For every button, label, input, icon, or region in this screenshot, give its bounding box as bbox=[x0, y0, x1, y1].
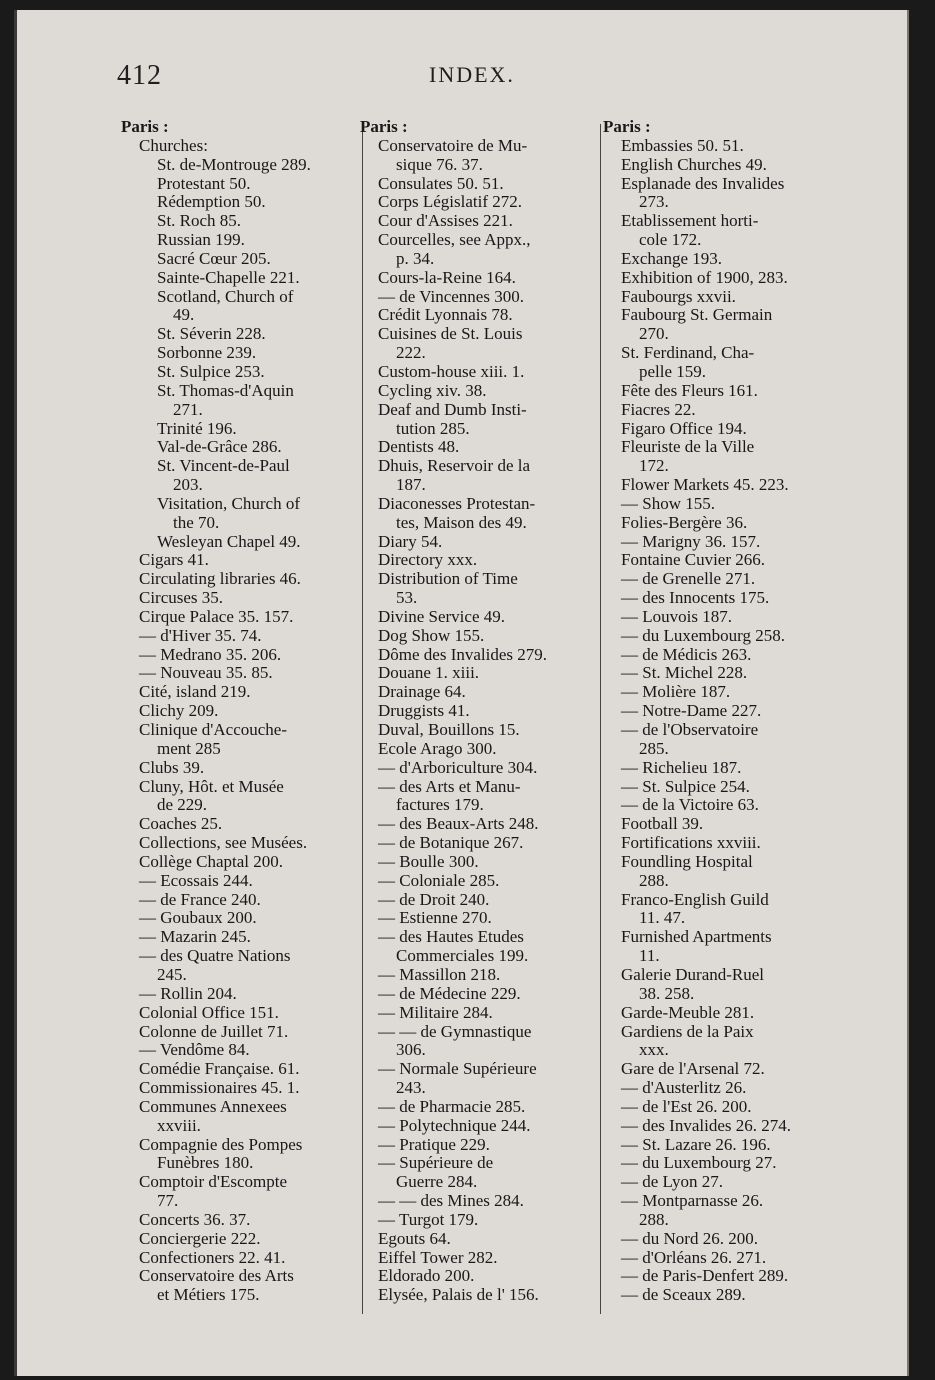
index-entry: — Vendôme 84. bbox=[139, 1041, 250, 1060]
index-entry: — des Beaux-Arts 248. bbox=[378, 815, 539, 834]
index-entry: Crédit Lyonnais 78. bbox=[378, 306, 513, 325]
index-entry: — — des Mines 284. bbox=[378, 1192, 524, 1211]
index-entry: Garde-Meuble 281. bbox=[621, 1003, 755, 1022]
index-entry: Conservatoire des Arts bbox=[139, 1267, 294, 1286]
index-entry: — de Grenelle 271. bbox=[621, 570, 756, 589]
index-entry: Duval, Bouillons 15. bbox=[378, 721, 520, 739]
index-entry: — de Paris-Denfert 289. bbox=[621, 1267, 789, 1286]
index-entry: Fontaine Cuvier 266. bbox=[621, 551, 766, 570]
index-entry: Paris : bbox=[603, 118, 651, 136]
index-entry: — d'Hiver 35. 74. bbox=[139, 626, 262, 645]
index-entry: Exhibition of 1900, 283. bbox=[621, 268, 788, 287]
index-entry: — Marigny 36. 157. bbox=[621, 532, 761, 551]
index-entry: 222. bbox=[396, 344, 426, 363]
index-entry: Wesleyan Chapel 49. bbox=[157, 532, 301, 551]
index-entry: Diaconesses Protestan- bbox=[378, 494, 536, 513]
index-entry: cole 172. bbox=[639, 231, 702, 250]
index-entry: — Medrano 35. 206. bbox=[139, 645, 282, 664]
index-entry: Deaf and Dumb Insti- bbox=[378, 400, 527, 419]
index-entry: — Militaire 284. bbox=[378, 1003, 493, 1022]
running-header bbox=[117, 60, 817, 100]
index-entry: 172. bbox=[639, 457, 669, 476]
index-entry: Fête des Fleurs 161. bbox=[621, 381, 758, 400]
index-entry: Dôme des Invalides 279. bbox=[378, 645, 548, 664]
index-entry: Cour d'Assises 221. bbox=[378, 212, 513, 231]
index-entry: — Coloniale 285. bbox=[378, 871, 500, 890]
index-entry: — Massillon 218. bbox=[378, 965, 501, 984]
index-entry: de 229. bbox=[157, 796, 208, 815]
index-entry: — de Sceaux 289. bbox=[621, 1286, 746, 1305]
index-entry: English Churches 49. bbox=[621, 155, 767, 174]
index-entry: xxviii. bbox=[157, 1116, 201, 1135]
index-entry: St. Sulpice 253. bbox=[157, 362, 265, 381]
index-entry: Guerre 284. bbox=[396, 1173, 478, 1192]
index-entry: 271. bbox=[173, 400, 203, 419]
index-entry: — Molière 187. bbox=[621, 683, 731, 702]
index-entry: — de la Victoire 63. bbox=[621, 796, 759, 815]
index-entry: — de Botanique 267. bbox=[378, 834, 524, 853]
index-entry: — St. Lazare 26. 196. bbox=[621, 1135, 771, 1154]
index-entry: Colonne de Juillet 71. bbox=[139, 1022, 289, 1041]
index-entry: St. Vincent-de-Paul bbox=[157, 457, 290, 476]
index-entry: 11. 47. bbox=[639, 909, 686, 928]
index-entry: Football 39. bbox=[621, 815, 704, 834]
index-entry: Faubourgs xxvii. bbox=[621, 287, 736, 306]
index-entry: St. de-Montrouge 289. bbox=[157, 155, 311, 174]
index-entry: — Supérieure de bbox=[378, 1154, 494, 1173]
index-entry: ment 285 bbox=[157, 739, 221, 758]
index-entry: Clichy 209. bbox=[139, 702, 219, 721]
index-entry: Cirque Palace 35. 157. bbox=[139, 607, 294, 626]
index-entry: — Goubaux 200. bbox=[139, 909, 257, 928]
index-entry: 285. bbox=[639, 739, 669, 758]
index-entry: Diary 54. bbox=[378, 532, 443, 551]
index-entry: Scotland, Church of bbox=[157, 287, 294, 306]
index-entry: Sainte-Chapelle 221. bbox=[157, 268, 300, 287]
index-entry: Franco-English Guild bbox=[621, 890, 769, 909]
index-entry: Faubourg St. Germain bbox=[621, 306, 773, 325]
index-entry: — d'Orléans 26. 271. bbox=[621, 1248, 767, 1267]
index-entry: Folies-Bergère 36. bbox=[621, 513, 748, 532]
index-entry: — des Quatre Nations bbox=[139, 947, 291, 966]
index-entry: p. 34. bbox=[396, 249, 435, 268]
book-page bbox=[14, 10, 909, 1376]
index-entry: Coaches 25. bbox=[139, 815, 223, 834]
index-entry: — de Pharmacie 285. bbox=[378, 1097, 526, 1116]
index-entry: — Richelieu 187. bbox=[621, 758, 742, 777]
index-entry: Val-de-Grâce 286. bbox=[157, 438, 282, 457]
index-entry: Esplanade des Invalides bbox=[621, 174, 785, 193]
index-entry: — Normale Supérieure bbox=[378, 1060, 537, 1079]
index-entry: Egouts 64. bbox=[378, 1229, 451, 1248]
index-entry: Concerts 36. 37. bbox=[139, 1210, 251, 1229]
index-entry: — des Hautes Etudes bbox=[378, 928, 524, 947]
index-entry: Druggists 41. bbox=[378, 702, 470, 721]
index-entry: Divine Service 49. bbox=[378, 607, 505, 626]
index-entry: Fiacres 22. bbox=[621, 400, 696, 419]
column-rule bbox=[600, 124, 601, 1314]
index-entry: Dhuis, Reservoir de la bbox=[378, 457, 531, 476]
index-entry: — du Luxembourg 258. bbox=[621, 626, 786, 645]
index-entry: Russian 199. bbox=[157, 231, 245, 250]
index-entry: — Pratique 229. bbox=[378, 1135, 490, 1154]
index-entry: Conciergerie 222. bbox=[139, 1229, 261, 1248]
index-column-3 bbox=[603, 118, 838, 1305]
index-entry: Comédie Française. 61. bbox=[139, 1060, 300, 1079]
index-entry: — Turgot 179. bbox=[378, 1210, 479, 1229]
index-entry: Protestant 50. bbox=[157, 174, 251, 193]
index-entry: Paris : bbox=[121, 118, 169, 136]
index-entry: factures 179. bbox=[396, 796, 484, 815]
index-entry: Cuisines de St. Louis bbox=[378, 325, 523, 344]
index-entry: — St. Sulpice 254. bbox=[621, 777, 750, 796]
index-entry: Conservatoire de Mu- bbox=[378, 136, 528, 155]
index-entry: pelle 159. bbox=[639, 362, 707, 381]
index-entry: St. Ferdinand, Cha- bbox=[621, 344, 755, 363]
index-entry: — Show 155. bbox=[621, 494, 715, 513]
index-entry: et Métiers 175. bbox=[157, 1286, 260, 1305]
index-entry: tes, Maison des 49. bbox=[396, 513, 527, 532]
index-entry: — des Arts et Manu- bbox=[378, 777, 521, 796]
index-entry: Clinique d'Accouche- bbox=[139, 721, 287, 739]
index-entry: — Notre-Dame 227. bbox=[621, 702, 762, 721]
index-entry: 11. bbox=[639, 947, 660, 966]
index-entry: — Louvois 187. bbox=[621, 607, 732, 626]
page-title: INDEX. bbox=[429, 62, 515, 87]
index-entry: Etablissement horti- bbox=[621, 212, 759, 231]
index-entry: Elysée, Palais de l' 156. bbox=[378, 1286, 539, 1305]
index-entry: Custom-house xiii. 1. bbox=[378, 362, 525, 381]
index-entry: 49. bbox=[173, 306, 195, 325]
index-entry: Embassies 50. 51. bbox=[621, 136, 744, 155]
index-entry: — d'Arboriculture 304. bbox=[378, 758, 538, 777]
index-entry: Visitation, Church of bbox=[157, 494, 300, 513]
index-entry: Fleuriste de la Ville bbox=[621, 438, 755, 457]
index-entry: Corps Législatif 272. bbox=[378, 193, 523, 212]
index-entry: — Boulle 300. bbox=[378, 852, 479, 871]
index-entry: — d'Austerlitz 26. bbox=[621, 1079, 747, 1098]
index-entry: Furnished Apartments bbox=[621, 928, 772, 947]
index-entry: Compagnie des Pompes bbox=[139, 1135, 303, 1154]
index-entry: Comptoir d'Escompte bbox=[139, 1173, 288, 1192]
index-entry: — — de Gymnastique bbox=[378, 1022, 532, 1041]
index-entry: Gardiens de la Paix bbox=[621, 1022, 754, 1041]
index-entry: Consulates 50. 51. bbox=[378, 174, 504, 193]
index-entry: Clubs 39. bbox=[139, 758, 205, 777]
index-entry: — de Droit 240. bbox=[378, 890, 490, 909]
index-entry: 245. bbox=[157, 965, 187, 984]
index-entry: — de Vincennes 300. bbox=[378, 287, 524, 306]
index-entry: — de l'Observatoire bbox=[621, 721, 759, 739]
index-entry: — Ecossais 244. bbox=[139, 871, 253, 890]
index-entry: — Polytechnique 244. bbox=[378, 1116, 531, 1135]
index-entry: Cluny, Hôt. et Musée bbox=[139, 777, 284, 796]
index-entry: Douane 1. xiii. bbox=[378, 664, 480, 683]
index-entry: Funèbres 180. bbox=[157, 1154, 254, 1173]
index-entry: — de Médicis 263. bbox=[621, 645, 752, 664]
index-entry: Eldorado 200. bbox=[378, 1267, 475, 1286]
index-entry: 306. bbox=[396, 1041, 426, 1060]
index-entry: Circulating libraries 46. bbox=[139, 570, 301, 589]
index-entry: Cours-la-Reine 164. bbox=[378, 268, 516, 287]
index-entry: Drainage 64. bbox=[378, 683, 466, 702]
index-entry: Circuses 35. bbox=[139, 589, 224, 608]
index-entry: — de l'Est 26. 200. bbox=[621, 1097, 752, 1116]
index-entry: 38. 258. bbox=[639, 984, 695, 1003]
index-entry: 243. bbox=[396, 1079, 426, 1098]
index-entry: Galerie Durand-Ruel bbox=[621, 965, 765, 984]
index-entry: Flower Markets 45. 223. bbox=[621, 476, 789, 495]
index-entry: — de Lyon 27. bbox=[621, 1173, 723, 1192]
index-entry: 53. bbox=[396, 589, 418, 608]
index-entry: Fortifications xxviii. bbox=[621, 834, 761, 853]
index-entry: Eiffel Tower 282. bbox=[378, 1248, 498, 1267]
index-entry: Figaro Office 194. bbox=[621, 419, 747, 438]
index-entry: — Rollin 204. bbox=[139, 984, 237, 1003]
index-entry: — St. Michel 228. bbox=[621, 664, 748, 683]
index-entry: 288. bbox=[639, 871, 669, 890]
index-entry: — des Innocents 175. bbox=[621, 589, 770, 608]
index-entry: Colonial Office 151. bbox=[139, 1003, 279, 1022]
index-entry: Trinité 196. bbox=[157, 419, 237, 438]
index-entry: — Montparnasse 26. bbox=[621, 1192, 764, 1211]
index-entry: St. Séverin 228. bbox=[157, 325, 266, 344]
index-entry: 203. bbox=[173, 476, 203, 495]
index-entry: 270. bbox=[639, 325, 669, 344]
index-entry: Collège Chaptal 200. bbox=[139, 852, 284, 871]
index-entry: Dog Show 155. bbox=[378, 626, 485, 645]
index-entry: Distribution of Time bbox=[378, 570, 518, 589]
index-entry: Foundling Hospital bbox=[621, 852, 753, 871]
index-entry: 273. bbox=[639, 193, 669, 212]
index-entry: Ecole Arago 300. bbox=[378, 739, 497, 758]
index-entry: Churches: bbox=[139, 136, 208, 155]
index-entry: — Mazarin 245. bbox=[139, 928, 251, 947]
index-entry: Cycling xiv. 38. bbox=[378, 381, 487, 400]
index-entry: Confectioners 22. 41. bbox=[139, 1248, 286, 1267]
index-entry: sique 76. 37. bbox=[396, 155, 483, 174]
index-entry: — du Luxembourg 27. bbox=[621, 1154, 777, 1173]
index-entry: Directory xxx. bbox=[378, 551, 478, 570]
index-entry: — de Médecine 229. bbox=[378, 984, 521, 1003]
index-entry: Exchange 193. bbox=[621, 249, 723, 268]
index-entry: the 70. bbox=[173, 513, 220, 532]
index-column-1 bbox=[121, 118, 353, 1305]
index-entry: Cité, island 219. bbox=[139, 683, 251, 702]
index-entry: Cigars 41. bbox=[139, 551, 209, 570]
index-entry: tution 285. bbox=[396, 419, 470, 438]
index-entry: Courcelles, see Appx., bbox=[378, 231, 531, 250]
index-entry: Commerciales 199. bbox=[396, 947, 529, 966]
index-entry: Gare de l'Arsenal 72. bbox=[621, 1060, 765, 1079]
index-entry: xxx. bbox=[639, 1041, 669, 1060]
index-entry: Paris : bbox=[360, 118, 408, 136]
index-entry: Sacré Cœur 205. bbox=[157, 249, 271, 268]
index-entry: 187. bbox=[396, 476, 426, 495]
index-column-2 bbox=[360, 118, 600, 1305]
index-entry: St. Roch 85. bbox=[157, 212, 242, 231]
index-entry: Dentists 48. bbox=[378, 438, 460, 457]
index-entry: Communes Annexees bbox=[139, 1097, 287, 1116]
index-entry: 288. bbox=[639, 1210, 669, 1229]
index-entry: — des Invalides 26. 274. bbox=[621, 1116, 791, 1135]
page-number: 412 bbox=[117, 60, 162, 91]
index-entry: — Estienne 270. bbox=[378, 909, 492, 928]
index-entry: St. Thomas-d'Aquin bbox=[157, 381, 294, 400]
index-entry: Rédemption 50. bbox=[157, 193, 266, 212]
index-entry: Commissionaires 45. 1. bbox=[139, 1079, 300, 1098]
index-entry: Collections, see Musées. bbox=[139, 834, 308, 853]
index-entry: — de France 240. bbox=[139, 890, 261, 909]
index-entry: — du Nord 26. 200. bbox=[621, 1229, 758, 1248]
index-entry: Sorbonne 239. bbox=[157, 344, 257, 363]
index-entry: — Nouveau 35. 85. bbox=[139, 664, 273, 683]
index-entry: 77. bbox=[157, 1192, 179, 1211]
